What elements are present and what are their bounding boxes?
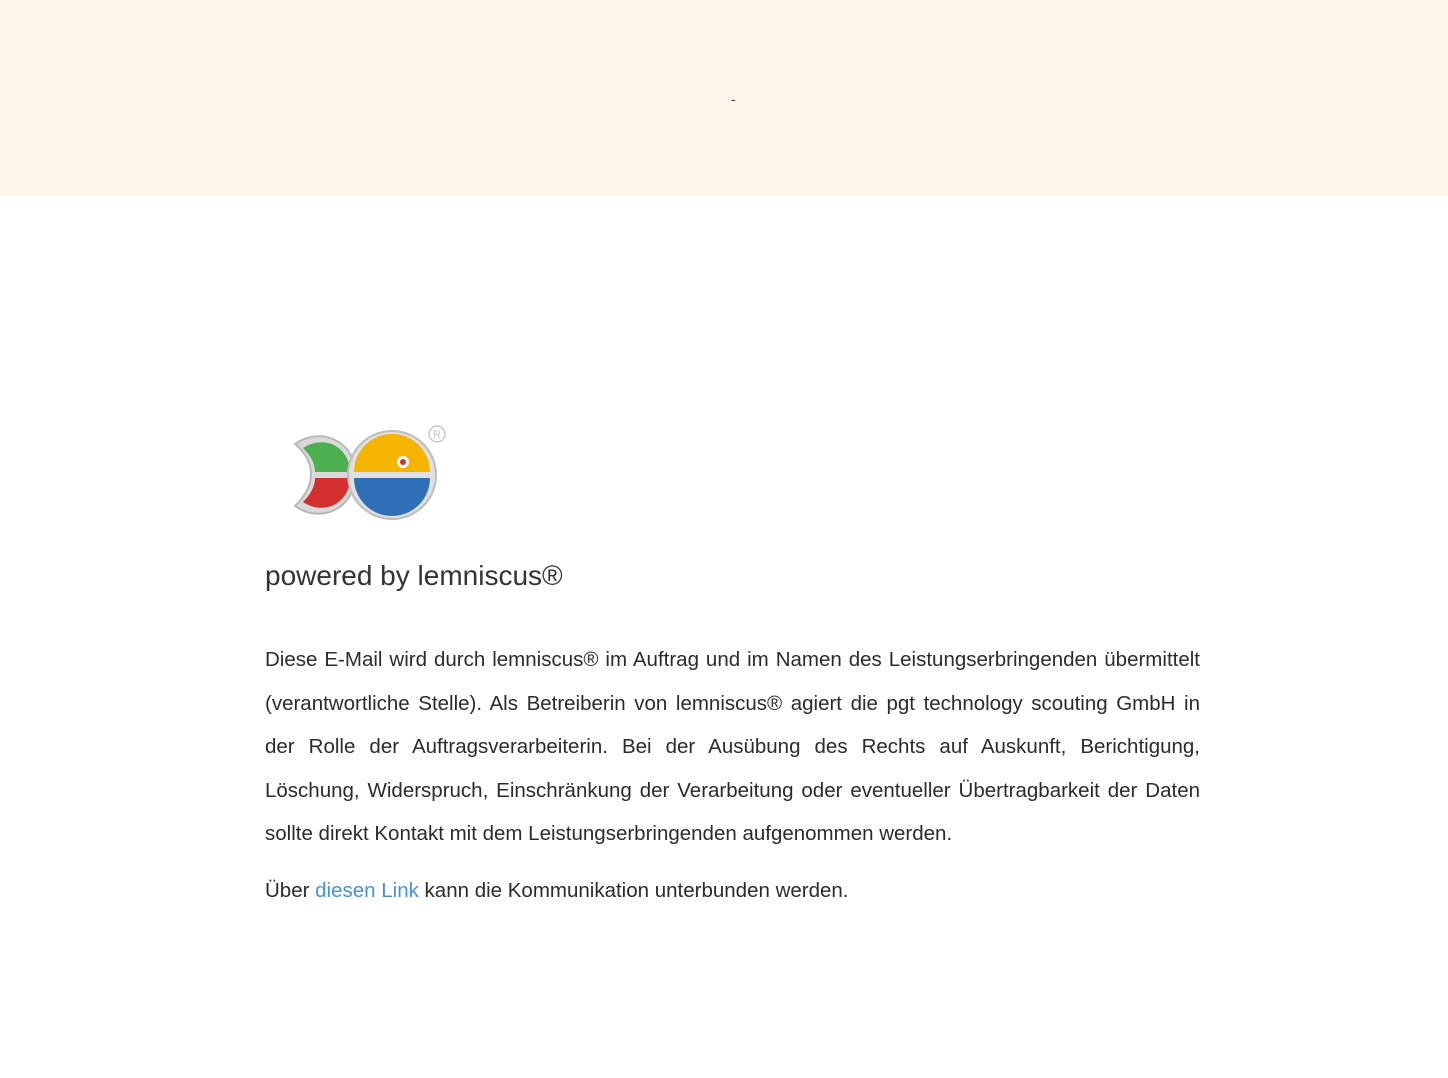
- unsubscribe-link[interactable]: diesen Link: [315, 878, 419, 902]
- unsubscribe-suffix: kann die Kommunikation unterbunden werden.: [418, 878, 849, 902]
- privacy-notice: Diese E-Mail wird durch lemniscus® im Auftrag und im Namen des Leistungserbringenden übermittelt (verantwortliche Stelle). Als Betreiberin von lemniscus® agiert die pgt technology scouting GmbH in der Rolle der Auftragsverarbeiterin. Bei der Ausübung des Rechts auf Auskunft, Berichtigung, Löschung, Widerspruch, Einschränkung der Verarbeitung oder eventueller Übertragbarkeit der Daten sollte direkt Kontakt mit dem Leistungserbringenden aufgenommen werden.: [265, 648, 1200, 845]
- powered-by-heading: powered by lemniscus®: [265, 560, 563, 591]
- email-footer: [265, 422, 1200, 906]
- svg-text:R: R: [433, 429, 441, 441]
- unsubscribe-notice: [265, 876, 1200, 906]
- unsubscribe-prefix: Über: [265, 878, 316, 902]
- lemniscus-logo-icon: [277, 422, 452, 528]
- banner-dash: -: [731, 91, 736, 107]
- top-banner: [0, 0, 1448, 195]
